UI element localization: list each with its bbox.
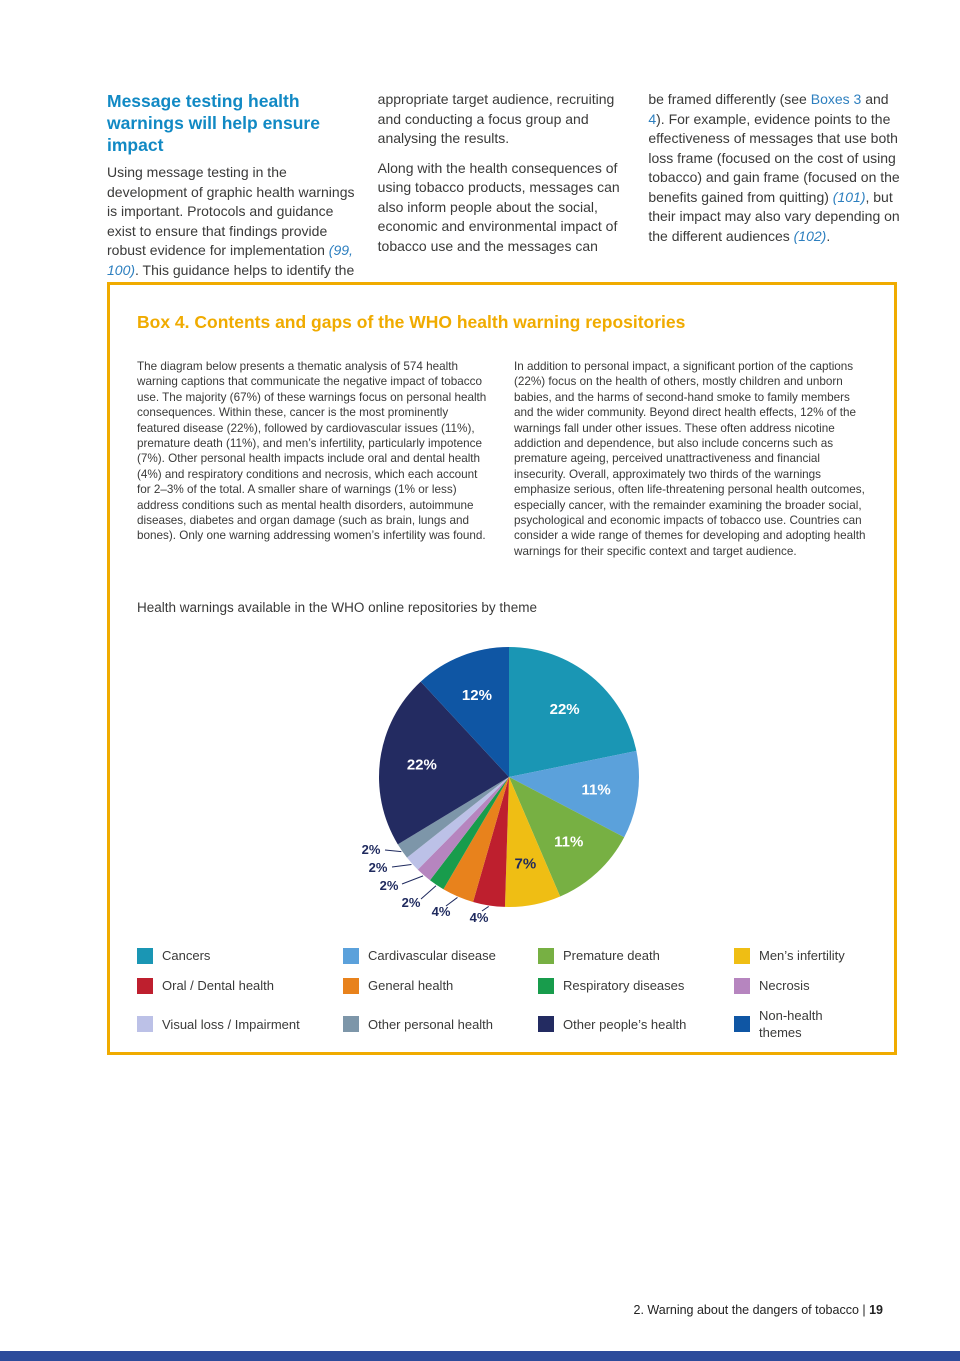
pie-percentage-label: 22%	[549, 701, 580, 719]
legend-swatch	[538, 1016, 554, 1032]
legend-swatch	[734, 978, 750, 994]
pie-percentage-label: 4%	[431, 904, 451, 920]
pie-percentage-label: 2%	[361, 842, 381, 858]
legend-label: Non-health themes	[759, 1008, 823, 1041]
legend-label: Oral / Dental health	[162, 978, 275, 994]
legend-swatch	[538, 978, 554, 994]
legend-label: Cardivascular disease	[368, 948, 496, 964]
legend-swatch	[734, 948, 750, 964]
cross-reference-link[interactable]: 4	[648, 110, 657, 127]
legend-item-5	[343, 977, 538, 994]
text-run: and	[861, 91, 889, 107]
pie-percentage-label: 2%	[368, 860, 388, 876]
legend-item-11	[734, 1007, 867, 1041]
article-column-2	[378, 90, 631, 280]
pie-percentage-label: 12%	[461, 687, 492, 705]
pie-chart	[137, 627, 867, 939]
page-number: 19	[869, 1303, 883, 1317]
article-paragraph: appropriate target audience, recruiting and conducting a focus group and analysing the results.	[377, 91, 615, 146]
article-paragraph	[648, 90, 901, 246]
legend-item-10	[538, 1007, 734, 1041]
legend-swatch	[343, 948, 359, 964]
legend-swatch	[343, 978, 359, 994]
article-column-1	[107, 90, 360, 280]
text-run: Using message testing in the development of graphic health warnings is important. Protocols and guidance exist to ensure that findings provide robust evidence for implementation	[107, 164, 355, 258]
box-column-1	[137, 359, 490, 559]
legend-item-1	[343, 947, 538, 964]
legend-label: General health	[368, 978, 454, 994]
article-paragraph	[107, 163, 360, 280]
article-column-3	[648, 90, 901, 280]
legend-swatch	[538, 948, 554, 964]
pie-percentage-label: 11%	[581, 781, 611, 799]
legend-swatch	[137, 948, 153, 964]
pie-percentage-label: 2%	[379, 878, 399, 894]
pie-leader-line	[392, 865, 411, 868]
legend-label: Other personal health	[368, 1016, 494, 1032]
box-paragraph: The diagram below presents a thematic analysis of 574 health warning captions that communicate the negative impact of tobacco use. The majority (67%) of these warnings focus on personal health consequences. Within these, cancer is the most prominently featured disease (22%), followed by cardiovascular issues (11%), premature death (11%), and men’s infertility, particularly impotence (7%). Other personal health impacts include oral and dental health (4%) and respiratory conditions and necrosis, which each account for 2–3% of the total. A smaller share of warnings (1% or less) address conditions such as mental health disorders, autoimmune diseases, diabetes and organ damage (such as brain, lungs and bones). Only one warning addressing women’s infertility was found.	[137, 360, 487, 543]
article-heading: Message testing health warnings will help ensure impact	[107, 91, 320, 155]
text-run: ). For example, evidence points to the effectiveness of messages that use both loss frame (focused on the cost of using tobacco) and gain frame (focused on the benefits gained from quitting)	[648, 110, 900, 205]
legend-item-3	[734, 947, 867, 964]
pie-leader-line	[385, 850, 401, 852]
legend-swatch	[137, 978, 153, 994]
legend-label: Men’s infertility	[759, 948, 845, 964]
legend-label: Cancers	[162, 948, 211, 964]
legend-item-9	[343, 1007, 538, 1041]
article-paragraph: Along with the health consequences of using tobacco products, messages can also inform people about the social, economic and environmental impact of tobacco use and the messages can	[377, 159, 620, 254]
pie-percentage-label: 22%	[406, 757, 437, 775]
citation-reference: (102)	[793, 227, 827, 244]
box-columns	[137, 359, 867, 559]
legend-label: Necrosis	[759, 978, 810, 994]
chart-title: Health warnings available in the WHO online repositories by theme	[137, 600, 537, 616]
text-run: , but their impact may also vary depending on the different audiences	[648, 188, 900, 244]
chart-legend	[137, 947, 867, 1041]
box-title: Box 4. Contents and gaps of the WHO health warning repositories	[137, 312, 686, 332]
bottom-accent-bar	[0, 1351, 960, 1361]
legend-swatch	[734, 1016, 750, 1032]
text-run: . This guidance helps to identify the	[135, 261, 355, 278]
pie-leader-line	[402, 876, 423, 884]
legend-label: Other people’s health	[563, 1016, 687, 1032]
box-4	[107, 282, 897, 1055]
pie-percentage-label: 11%	[554, 833, 584, 851]
article-columns	[107, 90, 901, 280]
pie-percentage-label: 7%	[514, 855, 537, 873]
text-run: .	[826, 227, 831, 244]
legend-label: Premature death	[563, 948, 660, 964]
cross-reference-link[interactable]: Boxes 3	[810, 91, 862, 107]
pie-leader-line	[421, 886, 436, 899]
legend-label: Respiratory diseases	[563, 978, 685, 994]
legend-item-7	[734, 977, 867, 994]
box-paragraph: In addition to personal impact, a significant portion of the captions (22%) focus on the health of others, mostly children and unborn babies, and the harms of second-hand smoke to family members and the wider community. Beyond direct health effects, 12% of the warnings fall under other issues. These often address nicotine addiction and dependence, but also include concerns such as premature ageing, perceived unattractiveness and financial insecurity. Overall, approximately two thirds of the warnings emphasize serious, often life-threatening personal health outcomes, especially cancer, with the remainder examining the broader social, psychological and economic impacts of tobacco use. Countries can consider a wide range of themes for developing and adopting health warnings for their specific context and target audience.	[514, 360, 866, 558]
legend-swatch	[137, 1016, 153, 1032]
citation-reference: (99, 100)	[107, 242, 353, 278]
pie-chart-svg	[137, 627, 867, 939]
legend-item-6	[538, 977, 734, 994]
pie-percentage-label: 4%	[469, 910, 489, 926]
page-footer	[634, 1303, 883, 1317]
legend-label: Visual loss / Impairment	[162, 1016, 300, 1032]
box-column-2	[514, 359, 867, 559]
legend-item-0	[137, 947, 343, 964]
footer-section-title: 2. Warning about the dangers of tobacco |	[633, 1303, 870, 1317]
legend-item-8	[137, 1007, 343, 1041]
pie-percentage-label: 2%	[401, 895, 421, 911]
legend-item-4	[137, 977, 343, 994]
legend-item-2	[538, 947, 734, 964]
citation-reference: (101)	[832, 188, 866, 205]
text-run: be framed differently (see	[648, 91, 811, 107]
legend-swatch	[343, 1016, 359, 1032]
